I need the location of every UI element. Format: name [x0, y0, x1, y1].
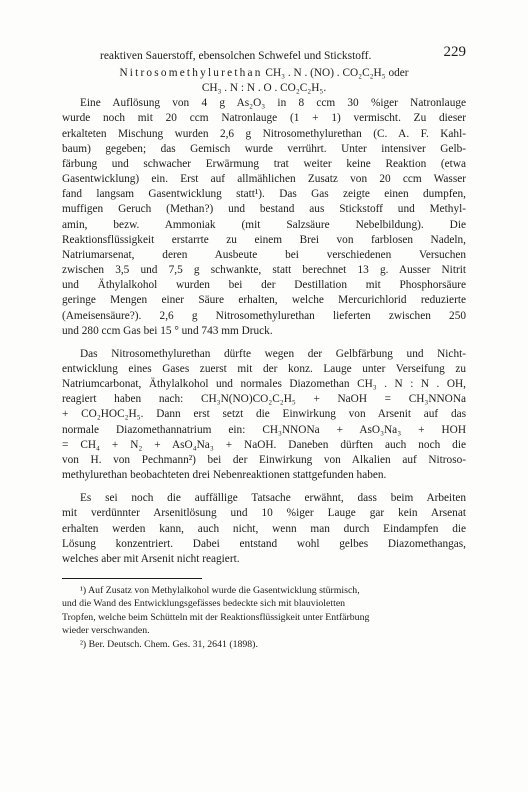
text-line: Das Nitrosomethylurethan dürfte wegen der Gelbfärbung und Nicht- [80, 347, 466, 360]
paragraph-1 [62, 96, 466, 339]
text-line: methylurethan beobachteten drei Nebenreaktionen stattgefunden haben. [62, 469, 387, 482]
compound-formula: CH₃ . N . (NO) . CO₂C₂H₅ oder [265, 67, 409, 79]
text-line: färbung und schwacher Erwärmung trat weiter keine Reaktion (etwa [62, 157, 466, 170]
paragraph-3 [62, 491, 466, 567]
compound-name: Nitrosomethylurethan [119, 67, 263, 79]
text-line: = CH₄ + N₂ + AsO₄Na₃ + NaOH. Daneben dürften auch noch die [62, 438, 466, 451]
page-header [62, 42, 466, 66]
paragraph-2 [62, 347, 466, 483]
text-line: und 280 ccm Gas bei 15 ° und 743 mm Druck. [62, 324, 273, 337]
text-line: Gasentwicklung) ein. Erst auf allmählichen Zusatz von 20 ccm Wasser [62, 173, 466, 186]
text-line: baum) gegeben; das Gemisch wurde verrührt. Unter intensiver Gelb- [62, 142, 466, 155]
compound-heading-line1 [62, 66, 466, 81]
running-title: reaktiven Sauerstoff, ebensolchen Schwefel und Stickstoff. [100, 50, 372, 62]
footnote-line: ¹) Auf Zusatz von Methylalkohol wurde die Gasentwicklung stürmisch, [80, 585, 360, 596]
text-line: (Ameisensäure?). 2,6 g Nitrosomethylurethan lieferten zwischen 250 [62, 309, 466, 322]
text-line: + CO₂HOC₂H₅. Dann erst setzt die Einwirkung von Arsenit auf das [62, 408, 466, 421]
text-line: erkalteten Mischung wurden 2,6 g Nitrosomethylurethan (C. A. F. Kahl- [62, 127, 466, 140]
footnote-line: ²) Ber. Deutsch. Chem. Ges. 31, 2641 (1898). [80, 638, 258, 650]
text-line: normale Diazomethannatrium ein: CH₃NNONa + AsO₃Na₃ + HOH [62, 423, 466, 436]
text-line: von H. von Pechmann²) bei der Einwirkung von Alkalien auf Nitroso- [62, 453, 466, 466]
text-line: entwicklung eines Gases zuerst mit der konz. Lauge unter Verseifung zu [62, 362, 466, 375]
text-line: amin, bezw. Ammoniak (mit Salzsäure Nebelbildung). Die [62, 218, 466, 231]
text-line: fand langsam Gasentwicklung statt¹). Das Gas zeigte einen dumpfen, [62, 188, 466, 201]
text-line: erhalten werden kann, auch nicht, wenn man durch Eindampfen die [62, 522, 466, 535]
text-line: zwischen 3,5 und 7,5 g schwankte, statt berechnet 13 g. Ausser Nitrit [62, 264, 466, 277]
text-line: reagiert haben nach: CH₃N(NO)CO₂C₂H₅ + NaOH = CH₃NNONa [62, 393, 466, 406]
text-line: Natriumarsenat, deren Ausbeute bei verschiedenen Versuchen [62, 248, 466, 261]
text-line: mit verdünnter Arsenitlösung und 10 %iger Lauge gar kein Arsenat [62, 507, 466, 520]
compound-heading-line2: CH₃ . N : N . O . CO₂C₂H₅. [201, 82, 327, 95]
footnote-line: wieder verschwanden. [62, 625, 150, 637]
footnotes [62, 584, 466, 651]
page-number: 229 [443, 44, 466, 60]
footnote-rule [62, 578, 202, 579]
footnote-line: Tropfen, welche beim Schütteln mit der Reaktionsflüssigkeit unter Entfärbung [62, 611, 370, 623]
text-line: wurde noch mit 20 ccm Natronlauge (1 + 1) vermischt. Zu dieser [62, 112, 466, 125]
footnote-line: und die Wand des Entwicklungsgefässes bedeckte sich mit blauvioletten [62, 598, 346, 610]
text-line: und Äthylalkohol wurden bei der Destillation mit Phosphorsäure [62, 279, 466, 292]
text-line: Lösung konzentriert. Dabei entstand wohl gelbes Diazomethangas, [62, 537, 466, 550]
text-line: geringe Mengen einer Säure erhalten, welche Mercurichlorid reduzierte [62, 294, 466, 307]
text-line: welches aber mit Arsenit nicht reagiert. [62, 552, 240, 565]
text-line: Es sei noch die auffällige Tatsache erwähnt, dass beim Arbeiten [80, 492, 466, 505]
text-line: Eine Auflösung von 4 g As₂O₃ in 8 ccm 30 %iger Natronlauge [80, 97, 466, 110]
text-line: muffigen Geruch (Methan?) und bestand aus Stickstoff und Methyl- [62, 203, 466, 216]
text-line: Reaktionsflüssigkeit erstarrte zu einem Brei von farblosen Nadeln, [62, 233, 466, 246]
text-line: Natriumcarbonat, Äthylalkohol und normales Diazomethan CH₃ . N : N . OH, [62, 378, 466, 391]
page [62, 42, 466, 651]
